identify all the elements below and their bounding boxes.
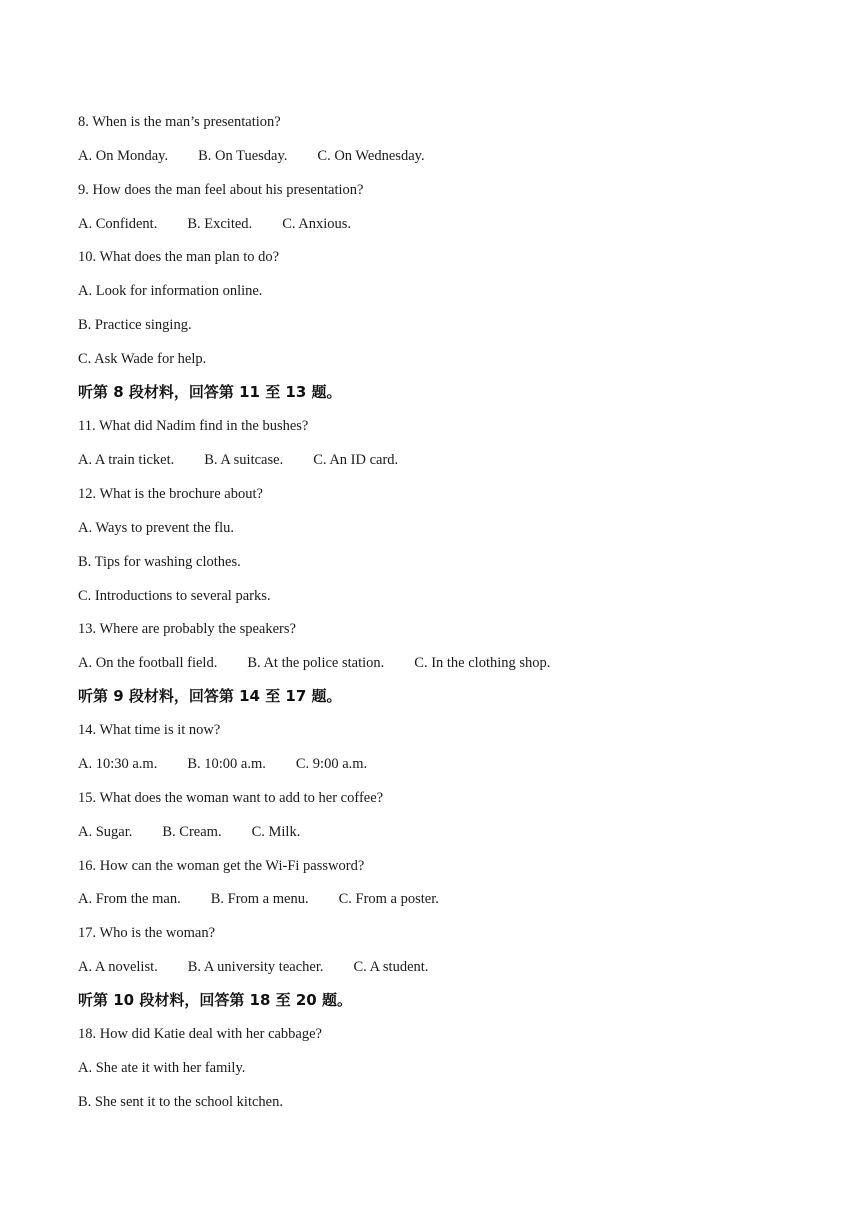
option-12b: B. Tips for washing clothes. — [78, 554, 241, 570]
option-8a: A. On Monday. — [78, 148, 169, 164]
option-12c: C. Introductions to several parks. — [78, 588, 271, 604]
question-8: 8. When is the man’s presentation? — [78, 114, 281, 130]
question-11: 11. What did Nadim find in the bushes? — [78, 418, 309, 434]
options-14 — [78, 754, 397, 774]
option-9c: C. Anxious. — [282, 216, 352, 232]
question-16: 16. How can the woman get the Wi-Fi password? — [78, 858, 365, 874]
option-11c: C. An ID card. — [313, 452, 399, 468]
question-10: 10. What does the man plan to do? — [78, 249, 280, 265]
option-9b: B. Excited. — [187, 216, 253, 232]
option-11b: B. A suitcase. — [204, 452, 284, 468]
options-15 — [78, 822, 330, 842]
option-18b: B. She sent it to the school kitchen. — [78, 1094, 283, 1110]
option-10a: A. Look for information online. — [78, 283, 263, 299]
question-9: 9. How does the man feel about his presentation? — [78, 182, 364, 198]
option-16a: A. From the man. — [78, 891, 181, 907]
option-17b: B. A university teacher. — [187, 959, 324, 975]
option-12a: A. Ways to prevent the flu. — [78, 520, 235, 536]
section-heading-10: 听第 10 段材料，回答第 18 至 20 题。 — [78, 991, 352, 1009]
section-heading-9: 听第 9 段材料，回答第 14 至 17 题。 — [78, 687, 342, 705]
section-heading-8: 听第 8 段材料，回答第 11 至 13 题。 — [78, 383, 342, 401]
question-13: 13. Where are probably the speakers? — [78, 621, 296, 637]
option-9a: A. Confident. — [78, 216, 158, 232]
option-16c: C. From a poster. — [338, 891, 439, 907]
question-18: 18. How did Katie deal with her cabbage? — [78, 1026, 322, 1042]
option-13c: C. In the clothing shop. — [414, 655, 551, 671]
options-9 — [78, 214, 381, 234]
option-15b: B. Cream. — [162, 824, 222, 840]
option-13a: A. On the football field. — [78, 655, 218, 671]
options-8 — [78, 146, 455, 166]
option-17c: C. A student. — [353, 959, 429, 975]
option-8c: C. On Wednesday. — [317, 148, 425, 164]
option-15c: C. Milk. — [251, 824, 301, 840]
option-10c: C. Ask Wade for help. — [78, 351, 207, 367]
option-14c: C. 9:00 a.m. — [295, 756, 368, 772]
option-8b: B. On Tuesday. — [198, 148, 288, 164]
option-18a: A. She ate it with her family. — [78, 1060, 246, 1076]
options-11 — [78, 450, 428, 470]
question-12: 12. What is the brochure about? — [78, 486, 263, 502]
question-17: 17. Who is the woman? — [78, 925, 216, 941]
option-14a: A. 10:30 a.m. — [78, 756, 158, 772]
option-10b: B. Practice singing. — [78, 317, 192, 333]
options-13 — [78, 653, 580, 673]
option-14b: B. 10:00 a.m. — [187, 756, 266, 772]
question-14: 14. What time is it now? — [78, 722, 221, 738]
options-17 — [78, 957, 458, 977]
option-15a: A. Sugar. — [78, 824, 133, 840]
option-13b: B. At the police station. — [247, 655, 385, 671]
question-15: 15. What does the woman want to add to her coffee? — [78, 790, 384, 806]
option-17a: A. A novelist. — [78, 959, 158, 975]
option-16b: B. From a menu. — [210, 891, 309, 907]
options-16 — [78, 889, 469, 909]
option-11a: A. A train ticket. — [78, 452, 175, 468]
